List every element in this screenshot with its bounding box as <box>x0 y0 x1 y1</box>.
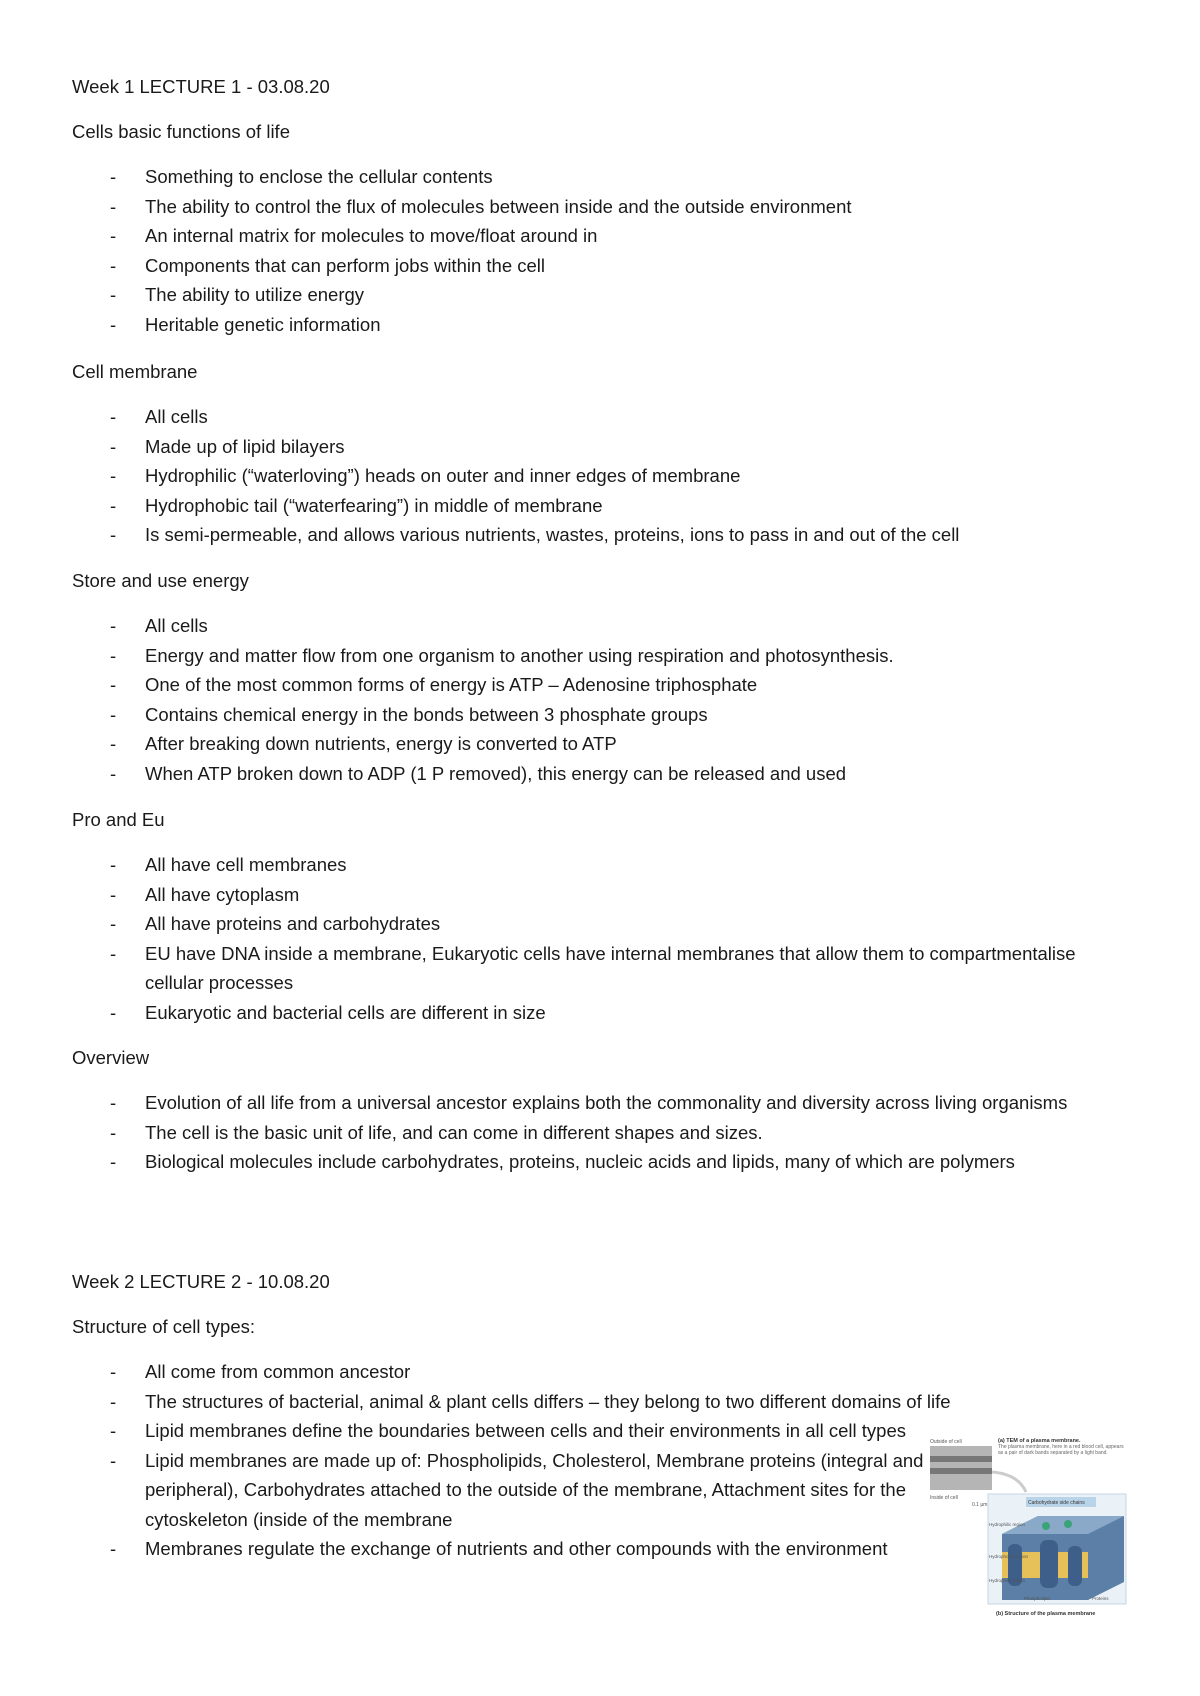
list-item-text: Hydrophobic tail (“waterfearing”) in middle of membrane <box>145 494 603 516</box>
figure-label-proteins: Proteins <box>1092 1596 1109 1601</box>
bullet-list <box>72 611 1132 788</box>
section-heading: Week 1 LECTURE 1 - 03.08.20 <box>72 76 330 97</box>
list-item-text: All have cytoplasm <box>145 883 300 905</box>
section-heading: Structure of cell types: <box>72 1316 256 1337</box>
plasma-membrane-figure <box>928 1434 1128 1620</box>
list-item-text: All have proteins and carbohydrates <box>145 913 441 934</box>
bullet-dash: - <box>110 284 117 305</box>
membrane-protein <box>1040 1540 1058 1588</box>
list-item-text: EU have DNA inside a membrane, Eukaryotic cells have internal membranes that allow them to compartmentalise cellular processes <box>145 942 1076 993</box>
list-item <box>72 1088 1145 1118</box>
bullet-dash: - <box>110 465 117 486</box>
list-item <box>72 998 1132 1028</box>
section-heading: Week 2 LECTURE 2 - 10.08.20 <box>72 1271 330 1292</box>
figure-label-hydrophilic: Hydrophilic region <box>989 1522 1026 1527</box>
list-item-text: Made up of lipid bilayers <box>145 435 345 457</box>
list-item <box>72 759 1132 789</box>
bullet-dash: - <box>110 644 117 666</box>
list-item <box>72 1387 1132 1417</box>
figure-label-phospholipid: Phospholipid <box>1024 1596 1050 1601</box>
figure-label-carb: Carbohydrate side chains <box>1028 1500 1085 1506</box>
list-item-text: Energy and matter flow from one organism to another using respiration and photosynthesis. <box>145 644 894 666</box>
bullet-dash: - <box>110 1390 117 1412</box>
list-item-text: All cells <box>145 406 208 427</box>
list-item <box>72 251 1132 281</box>
bullet-dash: - <box>110 762 117 784</box>
bullet-dash: - <box>110 883 117 905</box>
list-item-text: Hydrophilic (“waterloving”) heads on outer and inner edges of membrane <box>145 465 741 486</box>
list-item-text: Lipid membranes define the boundaries between cells and their environments in all cell types <box>145 1420 906 1441</box>
figure-caption <box>998 1444 1126 1474</box>
bullet-dash: - <box>110 1092 117 1113</box>
list-item-text: Evolution of all life from a universal ancestor explains both the commonality and diversity across living organisms <box>145 1092 1068 1113</box>
list-item-text: Lipid membranes are made up of: Phospholipids, Cholesterol, Membrane proteins (integral and peripheral), Carbohydrates attached to the outside of the membrane, Attachment sites for the cytoskeleton (inside of the membrane <box>145 1449 924 1530</box>
bullet-list <box>72 402 1132 550</box>
list-item <box>72 1357 1132 1387</box>
bullet-dash: - <box>110 435 117 457</box>
figure-caption-text: The plasma membrane, here in a red blood cell, appears as a pair of dark bands separated by a light band. <box>998 1444 1124 1456</box>
list-item-text: The structures of bacterial, animal & plant cells differs – they belong to two different domains of life <box>145 1390 951 1412</box>
list-item <box>72 192 1132 222</box>
bullet-dash: - <box>110 406 117 427</box>
section-week1-heading <box>72 72 1132 102</box>
figure-label-hydrophobic: Hydrophobic region <box>989 1554 1029 1559</box>
list-item <box>72 432 1132 462</box>
list-item <box>72 402 1132 432</box>
tem-dark-band <box>930 1468 992 1474</box>
section-heading: Overview <box>72 1047 150 1068</box>
list-item-text: Components that can perform jobs within the cell <box>145 254 546 276</box>
list-item <box>72 280 1132 310</box>
bullet-dash: - <box>110 1420 117 1441</box>
bullet-list <box>72 162 1132 339</box>
list-item-text: Is semi-permeable, and allows various nutrients, wastes, proteins, ions to pass in and out of the cell <box>145 524 960 545</box>
list-item <box>72 641 1132 671</box>
list-item-text: Contains chemical energy in the bonds between 3 phosphate groups <box>145 703 708 725</box>
list-item-text: After breaking down nutrients, energy is converted to ATP <box>145 733 617 754</box>
list-item <box>72 491 1132 521</box>
section-cell-membrane <box>72 357 1132 550</box>
bullet-dash: - <box>110 195 117 217</box>
list-item-text: The ability to utilize energy <box>145 284 365 305</box>
section-heading: Pro and Eu <box>72 809 165 830</box>
figure-label-inside: Inside of cell <box>930 1495 958 1501</box>
list-item-text: Something to enclose the cellular contents <box>145 166 493 187</box>
list-item <box>72 880 1132 910</box>
bullet-dash: - <box>110 942 117 964</box>
bullet-dash: - <box>110 313 117 335</box>
figure-label-scale: 0.1 µm <box>972 1502 988 1508</box>
bullet-dash: - <box>110 913 117 934</box>
list-item-text: Biological molecules include carbohydrates, proteins, nucleic acids and lipids, many of which are polymers <box>145 1151 1015 1172</box>
list-item <box>72 221 1132 251</box>
list-item <box>72 850 1132 880</box>
list-item <box>72 1147 1132 1177</box>
list-item <box>72 461 1132 491</box>
list-item-text: All cells <box>145 615 208 636</box>
section-cells-basic-functions <box>72 117 1132 339</box>
list-item <box>72 310 1132 340</box>
list-item-text: All have cell membranes <box>145 854 347 875</box>
list-item <box>72 670 1132 700</box>
list-item <box>72 1534 980 1564</box>
bullet-dash: - <box>110 733 117 754</box>
list-item <box>72 939 1085 998</box>
list-item-text: Eukaryotic and bacterial cells are different in size <box>145 1001 546 1023</box>
section-heading: Store and use energy <box>72 570 249 591</box>
bullet-dash: - <box>110 1449 117 1471</box>
list-item <box>72 520 1132 550</box>
list-item-text: When ATP broken down to ADP (1 P removed), this energy can be released and used <box>145 762 847 784</box>
figure-arrow <box>992 1472 1026 1492</box>
membrane-protein <box>1068 1546 1082 1586</box>
list-item <box>72 700 1132 730</box>
bullet-dash: - <box>110 225 117 246</box>
list-item-text: Membranes regulate the exchange of nutrients and other compounds with the environment <box>145 1538 888 1559</box>
list-item-text: Heritable genetic information <box>145 313 381 335</box>
figure-label-hydrophilic2: Hydrophilic region <box>989 1578 1026 1583</box>
figure-bottom-caption: (b) Structure of the plasma membrane <box>996 1611 1096 1617</box>
section-pro-and-eu <box>72 805 1132 1027</box>
figure-title: (a) TEM of a plasma membrane. <box>998 1438 1081 1444</box>
bullet-dash: - <box>110 615 117 636</box>
list-item-text: One of the most common forms of energy is ATP – Adenosine triphosphate <box>145 674 758 695</box>
list-item <box>72 1118 1132 1148</box>
bullet-dash: - <box>110 1121 117 1143</box>
list-item <box>72 909 1132 939</box>
section-week2-heading <box>72 1267 1132 1297</box>
list-item-text: All come from common ancestor <box>145 1361 411 1382</box>
bullet-dash: - <box>110 1361 117 1382</box>
bullet-list <box>72 850 1132 1027</box>
list-item-text: An internal matrix for molecules to move/float around in <box>145 225 598 246</box>
bullet-dash: - <box>110 524 117 545</box>
list-item-text: The ability to control the flux of molecules between inside and the outside environment <box>145 195 852 217</box>
section-overview <box>72 1043 1132 1177</box>
bullet-dash: - <box>110 854 117 875</box>
list-item <box>72 1416 980 1446</box>
bullet-list <box>72 1088 1132 1177</box>
carbohydrate-chain <box>1064 1520 1072 1528</box>
bullet-dash: - <box>110 1538 117 1559</box>
tem-dark-band <box>930 1456 992 1462</box>
figure-label-outside: Outside of cell <box>930 1439 962 1445</box>
bullet-dash: - <box>110 494 117 516</box>
bullet-dash: - <box>110 1151 117 1172</box>
bullet-dash: - <box>110 1001 117 1023</box>
section-heading: Cell membrane <box>72 361 198 382</box>
list-item <box>72 162 1132 192</box>
list-item <box>72 729 1132 759</box>
list-item-text: The cell is the basic unit of life, and can come in different shapes and sizes. <box>145 1121 763 1143</box>
bullet-dash: - <box>110 254 117 276</box>
section-heading: Cells basic functions of life <box>72 121 290 142</box>
carbohydrate-chain <box>1042 1522 1050 1530</box>
bullet-dash: - <box>110 703 117 725</box>
bullet-dash: - <box>110 674 117 695</box>
list-item <box>72 1446 980 1535</box>
section-store-and-use-energy <box>72 566 1132 788</box>
bullet-dash: - <box>110 166 117 187</box>
list-item <box>72 611 1132 641</box>
